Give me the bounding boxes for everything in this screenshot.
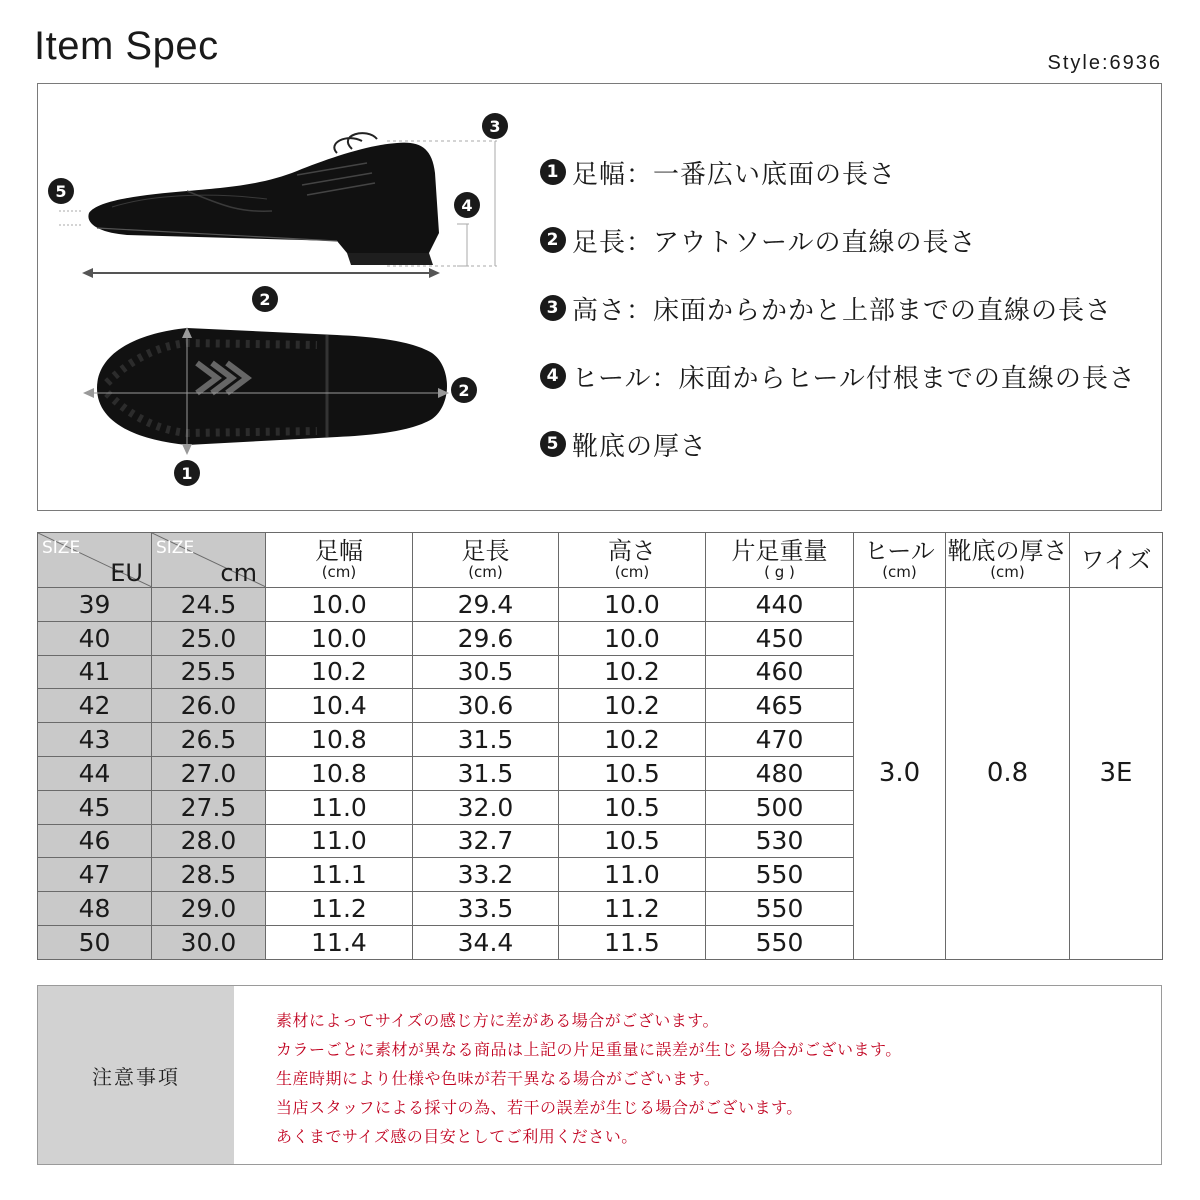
legend-text: 足長：アウトソールの直線の長さ [572, 227, 977, 258]
style-number: Style:6936 [1047, 52, 1162, 74]
spec-cell: 10.5 [559, 756, 706, 790]
header-unit: (cm) [882, 563, 917, 581]
legend-item-heel [540, 342, 1136, 410]
header-foot-width [266, 533, 413, 588]
cm-label: cm [220, 559, 257, 587]
size-cm-cell: 25.0 [152, 621, 266, 655]
size-eu-cell: 46 [38, 824, 152, 858]
table-header-row [38, 533, 1163, 588]
marker-5-label: 5 [55, 182, 67, 201]
header-foot-length [413, 533, 559, 588]
header-unit: (cm) [468, 563, 503, 581]
legend-item-length [540, 206, 1136, 274]
spec-cell: 29.6 [413, 621, 559, 655]
spec-cell: 11.2 [266, 892, 413, 926]
shoe-diagram [37, 83, 517, 511]
marker-1-icon [174, 460, 200, 486]
header-label: ワイズ [1080, 546, 1152, 574]
spec-cell: 530 [706, 824, 854, 858]
measurement-legend [540, 138, 1136, 478]
spec-cell: 10.2 [266, 655, 413, 689]
spec-cell: 10.5 [559, 790, 706, 824]
spec-cell: 10.2 [559, 723, 706, 757]
number-5-icon: 5 [540, 431, 566, 457]
marker-3-icon [482, 113, 508, 139]
notes-list [276, 1008, 902, 1153]
marker-2-sole-icon [451, 377, 477, 403]
spec-cell: 11.0 [559, 858, 706, 892]
header-unit: (cm) [614, 563, 650, 581]
marker-2-side-label: 2 [259, 290, 271, 309]
size-cm-cell: 26.5 [152, 723, 266, 757]
marker-2-side-icon [252, 286, 278, 312]
wise-cell: 3E [1070, 588, 1163, 960]
spec-cell: 450 [706, 621, 854, 655]
spec-cell: 10.4 [266, 689, 413, 723]
size-eu-cell: 39 [38, 588, 152, 622]
size-cm-cell: 30.0 [152, 925, 266, 959]
marker-3-label: 3 [489, 117, 501, 136]
spec-cell: 32.0 [413, 790, 559, 824]
header-unit: (cm) [321, 563, 357, 581]
spec-cell: 30.5 [413, 655, 559, 689]
spec-cell: 10.5 [559, 824, 706, 858]
number-4-icon: 4 [540, 363, 566, 389]
notes-line: 当店スタッフによる採寸の為、若干の誤差が生じる場合がございます。 [276, 1098, 803, 1117]
header-label: ヒール [864, 537, 935, 565]
header-height [559, 533, 706, 588]
header-label: 足幅 [315, 537, 363, 565]
header-label: 足長 [461, 537, 510, 565]
marker-4-label: 4 [461, 196, 473, 215]
marker-5-icon [48, 178, 74, 204]
spec-cell: 32.7 [413, 824, 559, 858]
size-cm-cell: 28.5 [152, 858, 266, 892]
size-cm-cell: 28.0 [152, 824, 266, 858]
size-cm-cell: 29.0 [152, 892, 266, 926]
size-cm-cell: 26.0 [152, 689, 266, 723]
spec-cell: 460 [706, 655, 854, 689]
spec-cell: 10.8 [266, 723, 413, 757]
size-eu-cell: 47 [38, 858, 152, 892]
spec-cell: 34.4 [413, 925, 559, 959]
notes-label: 注意事項 [38, 986, 234, 1164]
spec-cell: 550 [706, 858, 854, 892]
spec-cell: 11.5 [559, 925, 706, 959]
size-label: SIZE [42, 538, 81, 558]
size-eu-cell: 44 [38, 756, 152, 790]
size-eu-cell: 48 [38, 892, 152, 926]
spec-cell: 550 [706, 892, 854, 926]
shoe-sole-view-image [97, 328, 447, 445]
spec-cell: 10.0 [559, 588, 706, 622]
spec-cell: 10.2 [559, 689, 706, 723]
header-weight [706, 533, 854, 588]
spec-cell: 10.2 [559, 655, 706, 689]
legend-text: 高さ：床面からかかと上部までの直線の長さ [572, 295, 1113, 326]
table-body [38, 588, 1163, 960]
spec-cell: 500 [706, 790, 854, 824]
size-eu-cell: 40 [38, 621, 152, 655]
page-title: Item Spec [34, 24, 219, 68]
number-2-icon: 2 [540, 227, 566, 253]
marker-1-label: 1 [181, 464, 193, 483]
size-eu-cell: 43 [38, 723, 152, 757]
header-wise [1070, 533, 1163, 588]
notes-line: 素材によってサイズの感じ方に差がある場合がございます。 [276, 1011, 719, 1030]
size-cm-cell: 27.5 [152, 790, 266, 824]
marker-4-icon [454, 192, 480, 218]
legend-text: 靴底の厚さ [572, 431, 708, 462]
number-3-icon: 3 [540, 295, 566, 321]
header-label: 靴底の厚さ [947, 537, 1068, 565]
header-size-cm [152, 533, 266, 588]
spec-cell: 11.2 [559, 892, 706, 926]
spec-cell: 11.4 [266, 925, 413, 959]
spec-cell: 550 [706, 925, 854, 959]
legend-item-sole [540, 410, 1136, 478]
heel-cell: 3.0 [854, 588, 946, 960]
spec-cell: 11.1 [266, 858, 413, 892]
eu-label: EU [110, 559, 143, 587]
spec-cell: 465 [706, 689, 854, 723]
header-label: 高さ [608, 537, 656, 565]
spec-cell: 33.5 [413, 892, 559, 926]
spec-cell: 440 [706, 588, 854, 622]
size-eu-cell: 41 [38, 655, 152, 689]
marker-2-sole-label: 2 [458, 381, 470, 400]
size-spec-table [37, 532, 1163, 960]
spec-cell: 480 [706, 756, 854, 790]
spec-cell: 10.0 [266, 588, 413, 622]
spec-cell: 31.5 [413, 756, 559, 790]
spec-cell: 11.0 [266, 824, 413, 858]
spec-cell: 10.0 [266, 621, 413, 655]
size-eu-cell: 50 [38, 925, 152, 959]
spec-cell: 30.6 [413, 689, 559, 723]
legend-text: ヒール：床面からヒール付根までの直線の長さ [572, 363, 1136, 394]
spec-cell: 11.0 [266, 790, 413, 824]
spec-cell: 31.5 [413, 723, 559, 757]
size-cm-cell: 27.0 [152, 756, 266, 790]
header-unit: ( g ) [764, 563, 795, 581]
spec-cell: 29.4 [413, 588, 559, 622]
size-label: SIZE [156, 538, 195, 558]
sole-thickness-cell: 0.8 [946, 588, 1070, 960]
size-eu-cell: 45 [38, 790, 152, 824]
size-eu-cell: 42 [38, 689, 152, 723]
notes-line: カラーごとに素材が異なる商品は上記の片足重量に誤差が生じる場合がございます。 [276, 1040, 902, 1059]
size-cm-cell: 24.5 [152, 588, 266, 622]
header-label: 片足重量 [731, 537, 828, 565]
table-row [38, 588, 1163, 622]
size-cm-cell: 25.5 [152, 655, 266, 689]
shoe-side-view-image [88, 133, 439, 265]
legend-item-width [540, 138, 1136, 206]
notes-line: あくまでサイズ感の目安としてご利用ください。 [276, 1127, 638, 1146]
spec-cell: 33.2 [413, 858, 559, 892]
header-size-eu [38, 533, 152, 588]
spec-cell: 10.0 [559, 621, 706, 655]
notes-line: 生産時期により仕様や色味が若干異なる場合がございます。 [276, 1069, 721, 1088]
header-sole-thickness [946, 533, 1070, 588]
header-unit: (cm) [990, 563, 1025, 581]
header-heel [854, 533, 946, 588]
notes-panel [37, 985, 1162, 1165]
spec-cell: 470 [706, 723, 854, 757]
legend-text: 足幅：一番広い底面の長さ [572, 159, 897, 190]
number-1-icon: 1 [540, 159, 566, 185]
legend-item-height [540, 274, 1136, 342]
spec-cell: 10.8 [266, 756, 413, 790]
